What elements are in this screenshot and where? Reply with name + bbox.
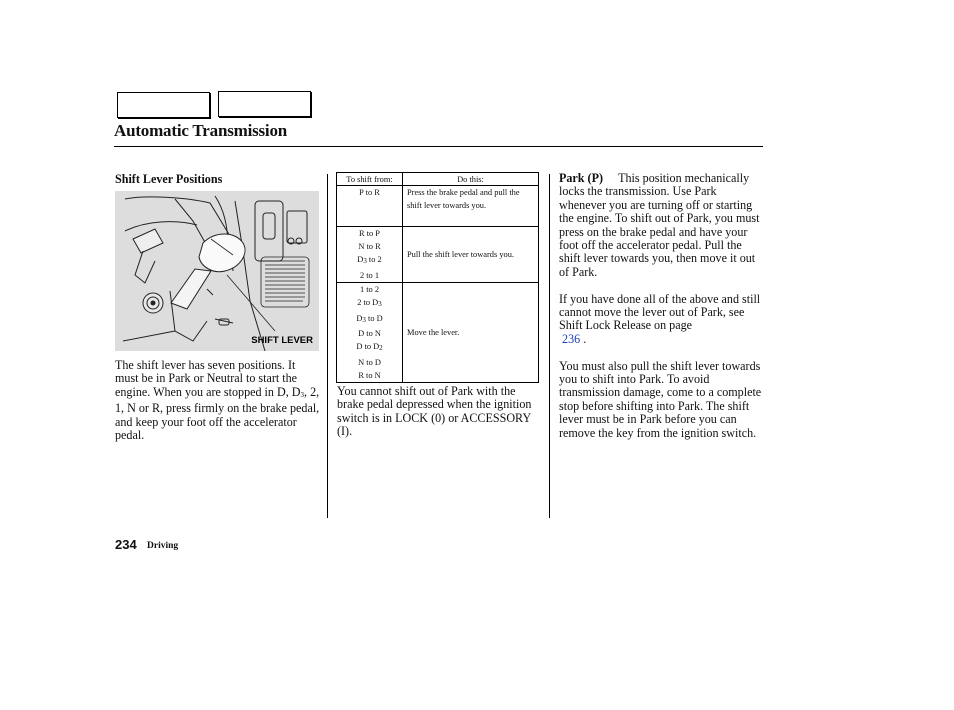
from-item: P to R [359,188,380,197]
table-cell-from [337,186,403,227]
section-heading: Shift Lever Positions [115,172,223,186]
from-item: R to P [359,228,380,238]
table-cell-action: Press the brake pedal and pull the shift lever towards you. [403,186,539,227]
from-item: 1 to 2 [359,285,380,295]
col1-text-sub: 3 [300,390,305,399]
page-number: 234 [115,537,137,552]
table-header-action: Do this: [403,173,539,186]
column-divider-1 [327,174,328,518]
park-paragraph-2: If you have done all of the above and still cannot move the lever out of Park, see Shift Lock Release on page 236 . [559,291,761,346]
shift-lever-illustration [115,191,319,351]
col1-text-a: The shift lever has seven positions. It must be in Park or Neutral to start the engine. When you are stopped in D, D [115,358,301,399]
table-header-row [337,173,539,186]
table-cell-from [337,226,403,282]
from-item: R to N [358,370,381,380]
table-cell-action: Move the lever. [403,283,539,383]
from-item: N to R [358,242,381,252]
figure-label: SHIFT LEVER [251,335,313,346]
shift-table [336,172,539,383]
table-row [337,283,539,383]
footer-section-name: Driving [147,541,179,551]
park-heading: Park (P) [559,171,603,185]
table-cell-action: Pull the shift lever towards you. [403,226,539,282]
nav-button-1[interactable] [117,92,210,118]
table-row [337,226,539,282]
page-link-236[interactable]: 236 [562,331,581,346]
park-paragraph-1 [559,172,764,279]
from-item: 2 to D3 [357,298,382,309]
park-shift-note: You cannot shift out of Park with the brake pedal depressed when the ignition switch is in LOCK (0) or ACCESSORY (I). [337,384,532,439]
table-row [337,186,539,227]
from-item: N to D [358,357,381,367]
table-cell-from [337,283,403,383]
shift-positions-paragraph [115,359,320,442]
park-text: This position mechanically locks the transmission. Use Park whenever you are turning off or starting the engine. To shift out of Park, you must press on the brake pedal and have your foot off the accelerator pedal. Pull the shift lever towards you, then move it out of Park. [559,171,760,279]
column-divider-2 [549,174,550,518]
from-item: D3 to D [356,313,383,324]
from-item: D to N [358,328,381,338]
park-paragraph-3: You must also pull the shift lever towards you to shift into Park. To avoid transmission damage, come to a complete stop before shifting into Park. The shift lever must be in Park before you can remove the key from the ignition switch. [559,358,762,440]
from-item: D to D2 [356,342,383,353]
park-section [559,172,764,453]
from-item: 2 to 1 [359,270,380,280]
shift-lever-figure [115,191,319,351]
table-header-from: To shift from: [337,173,403,186]
from-item: D3 to 2 [357,255,382,266]
title-rule [114,146,763,147]
col1-text-b: , 2, 1, N or R, press firmly on the brake pedal, and keep your foot off the accelerator pedal. [115,384,320,443]
nav-button-2[interactable] [218,91,311,117]
page-title: Automatic Transmission [114,121,288,140]
